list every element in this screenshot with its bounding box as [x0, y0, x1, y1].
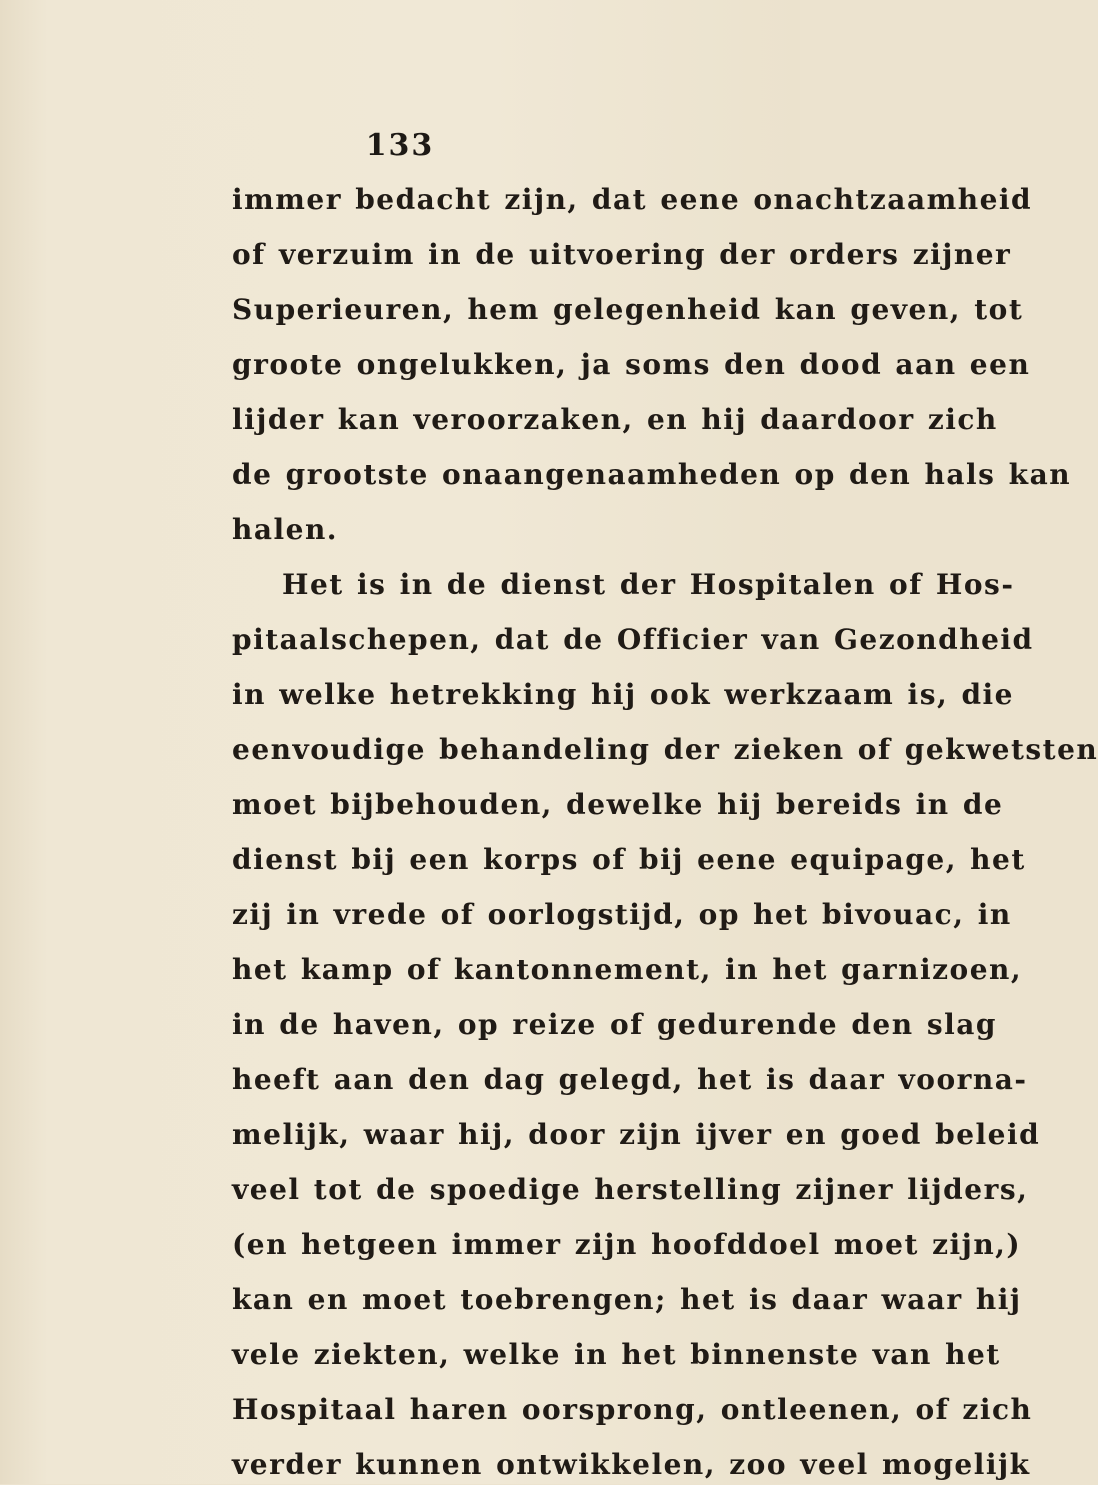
text-line: lijder kan veroorzaken, en hij daardoor zich	[232, 403, 998, 436]
text-line: de grootste onaangenaamheden op den hals kan	[232, 458, 1072, 491]
text-line: verder kunnen ontwikkelen, zoo veel mogelijk	[232, 1448, 1031, 1481]
text-line: of verzuim in de uitvoering der orders zijner	[232, 238, 1012, 271]
text-line: het kamp of kantonnement, in het garnizoen,	[232, 953, 1023, 986]
text-line: (en hetgeen immer zijn hoofddoel moet zijn,)	[232, 1228, 1022, 1261]
paragraph-start-line: Het is in de dienst der Hospitalen of Hos-	[282, 568, 1015, 601]
text-line: vele ziekten, welke in het binnenste van het	[232, 1338, 1001, 1371]
text-line: in welke hetrekking hij ook werkzaam is, die	[232, 678, 1014, 711]
text-line: groote ongelukken, ja soms den dood aan een	[232, 348, 1031, 381]
text-line: melijk, waar hij, door zijn ijver en goed beleid	[232, 1118, 1041, 1151]
text-line: pitaalschepen, dat de Officier van Gezondheid	[232, 623, 1034, 656]
page-number: 133	[365, 128, 435, 163]
text-line: halen.	[232, 513, 339, 546]
text-line: kan en moet toebrengen; het is daar waar hij	[232, 1283, 1022, 1316]
text-line: dienst bij een korps of bij eene equipage, het	[232, 843, 1026, 876]
text-line: eenvoudige behandeling der zieken of gekwetsten	[232, 733, 1098, 766]
text-line: zij in vrede of oorlogstijd, op het bivouac, in	[232, 898, 1012, 931]
text-line: Superieuren, hem gelegenheid kan geven, tot	[232, 293, 1024, 326]
text-line: heeft aan den dag gelegd, het is daar voorna-	[232, 1063, 1028, 1096]
text-line: in de haven, op reize of gedurende den slag	[232, 1008, 997, 1041]
text-line: Hospitaal haren oorsprong, ontleenen, of zich	[232, 1393, 1033, 1426]
text-line: moet bijbehouden, dewelke hij bereids in de	[232, 788, 1004, 821]
text-line: veel tot de spoedige herstelling zijner lijders,	[232, 1173, 1029, 1206]
text-line: immer bedacht zijn, dat eene onachtzaamheid	[232, 183, 1033, 216]
